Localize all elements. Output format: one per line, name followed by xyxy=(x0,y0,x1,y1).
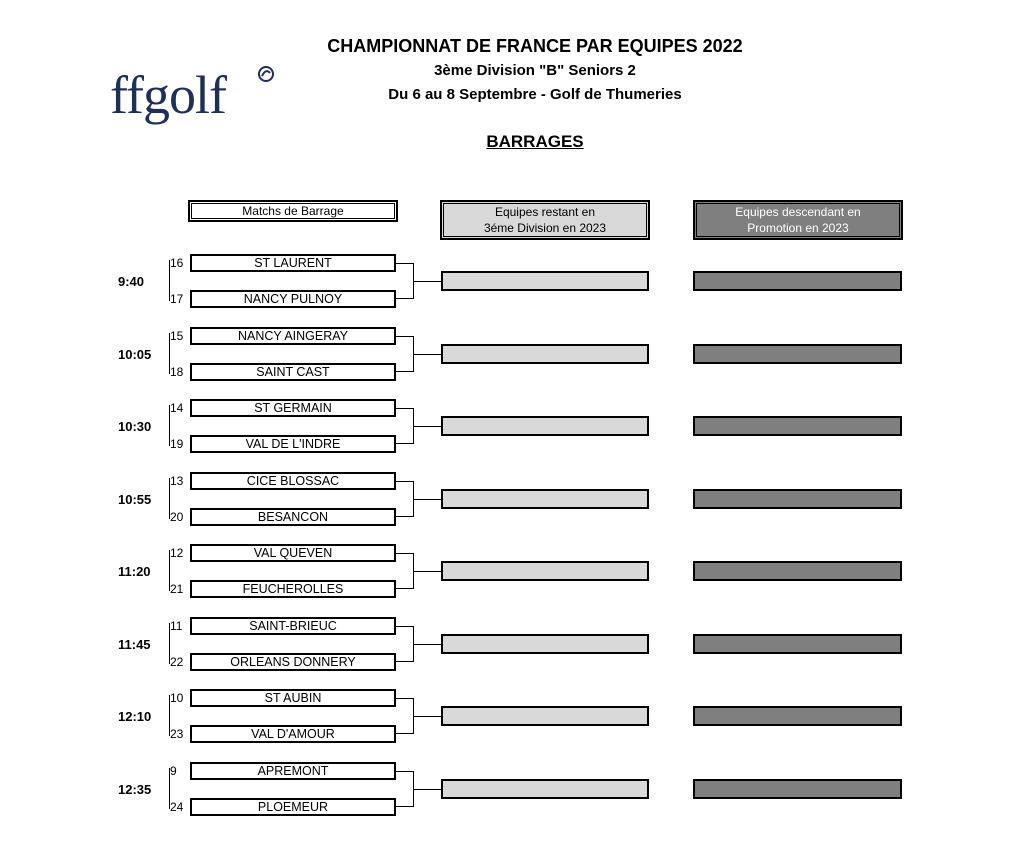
staying-team-box xyxy=(441,489,649,509)
team-top: ST LAURENT xyxy=(190,254,396,272)
match-bracket xyxy=(396,481,414,517)
seed-top: 16 xyxy=(170,256,184,270)
seed-top: 15 xyxy=(170,329,184,343)
match-time: 10:30 xyxy=(118,419,152,434)
seed-bottom: 21 xyxy=(170,582,184,596)
match-block xyxy=(0,689,1024,741)
seed-bottom: 18 xyxy=(170,365,184,379)
bracket-connector xyxy=(414,716,442,717)
seed-top: 12 xyxy=(170,546,184,560)
staying-team-box xyxy=(441,706,649,726)
column-header-matches: Matchs de Barrage xyxy=(188,200,398,222)
team-bottom: SAINT CAST xyxy=(190,363,396,381)
match-block xyxy=(0,472,1024,524)
seed-top: 11 xyxy=(170,619,183,633)
match-block xyxy=(0,762,1024,814)
team-top: ST AUBIN xyxy=(190,689,396,707)
team-bottom: VAL DE L'INDRE xyxy=(190,435,396,453)
seed-top: 10 xyxy=(170,691,184,705)
team-bottom: NANCY PULNOY xyxy=(190,290,396,308)
bracket-connector xyxy=(414,354,442,355)
descending-team-box xyxy=(693,271,902,291)
bracket-connector xyxy=(414,426,442,427)
staying-team-box xyxy=(441,779,649,799)
golf-ball-icon xyxy=(256,64,276,84)
team-top: SAINT-BRIEUC xyxy=(190,617,396,635)
team-bottom: FEUCHEROLLES xyxy=(190,580,396,598)
match-bracket xyxy=(396,626,414,662)
division-subtitle: 3ème Division "B" Seniors 2 xyxy=(434,62,636,79)
match-time: 10:05 xyxy=(118,347,152,362)
descending-team-box xyxy=(693,416,902,436)
bracket-connector xyxy=(414,571,442,572)
seed-top: 14 xyxy=(170,401,184,415)
section-title: BARRAGES xyxy=(486,132,584,151)
bracket-connector xyxy=(414,789,442,790)
match-time: 12:35 xyxy=(118,782,152,797)
team-top: VAL QUEVEN xyxy=(190,544,396,562)
match-bracket xyxy=(396,698,414,734)
bracket-connector xyxy=(414,499,442,500)
staying-team-box xyxy=(441,634,649,654)
team-bottom: ORLEANS DONNERY xyxy=(190,653,396,671)
seed-bottom: 24 xyxy=(170,800,184,814)
descending-team-box xyxy=(693,489,902,509)
descending-team-box xyxy=(693,561,902,581)
bracket-connector xyxy=(414,644,442,645)
team-bottom: BESANCON xyxy=(190,508,396,526)
staying-team-box xyxy=(441,344,649,364)
seed-bottom: 19 xyxy=(170,437,184,451)
ffgolf-logo: ffgolf xyxy=(110,65,226,125)
seed-top: 9 xyxy=(170,764,177,778)
match-bracket xyxy=(396,263,414,299)
match-block xyxy=(0,254,1024,306)
page-title: CHAMPIONNAT DE FRANCE PAR EQUIPES 2022 xyxy=(327,36,743,56)
seed-top: 13 xyxy=(170,474,184,488)
staying-team-box xyxy=(441,561,649,581)
event-dates: Du 6 au 8 Septembre - Golf de Thumeries xyxy=(388,86,682,103)
seed-bottom: 20 xyxy=(170,510,184,524)
match-block xyxy=(0,544,1024,596)
staying-team-box xyxy=(441,416,649,436)
team-top: ST GERMAIN xyxy=(190,399,396,417)
match-bracket xyxy=(396,553,414,589)
descending-team-box xyxy=(693,706,902,726)
match-block xyxy=(0,399,1024,451)
match-time: 11:45 xyxy=(118,637,151,652)
match-bracket xyxy=(396,408,414,444)
team-bottom: PLOEMEUR xyxy=(190,798,396,816)
descending-team-box xyxy=(693,344,902,364)
match-bracket xyxy=(396,771,414,807)
staying-team-box xyxy=(441,271,649,291)
team-bottom: VAL D'AMOUR xyxy=(190,725,396,743)
match-time: 12:10 xyxy=(118,709,152,724)
seed-bottom: 22 xyxy=(170,655,184,669)
seed-bottom: 23 xyxy=(170,727,184,741)
match-bracket xyxy=(396,336,414,372)
column-header-staying: Equipes restant en 3éme Division en 2023 xyxy=(440,200,650,240)
match-time: 9:40 xyxy=(118,274,145,289)
column-header-descending: Equipes descendant en Promotion en 2023 xyxy=(693,200,903,240)
team-top: CICE BLOSSAC xyxy=(190,472,396,490)
match-time: 10:55 xyxy=(118,492,152,507)
seed-bottom: 17 xyxy=(170,292,184,306)
team-top: APREMONT xyxy=(190,762,396,780)
descending-team-box xyxy=(693,634,902,654)
descending-team-box xyxy=(693,779,902,799)
bracket-connector xyxy=(414,281,442,282)
match-block xyxy=(0,617,1024,669)
team-top: NANCY AINGERAY xyxy=(190,327,396,345)
match-time: 11:20 xyxy=(118,564,151,579)
match-block xyxy=(0,327,1024,379)
